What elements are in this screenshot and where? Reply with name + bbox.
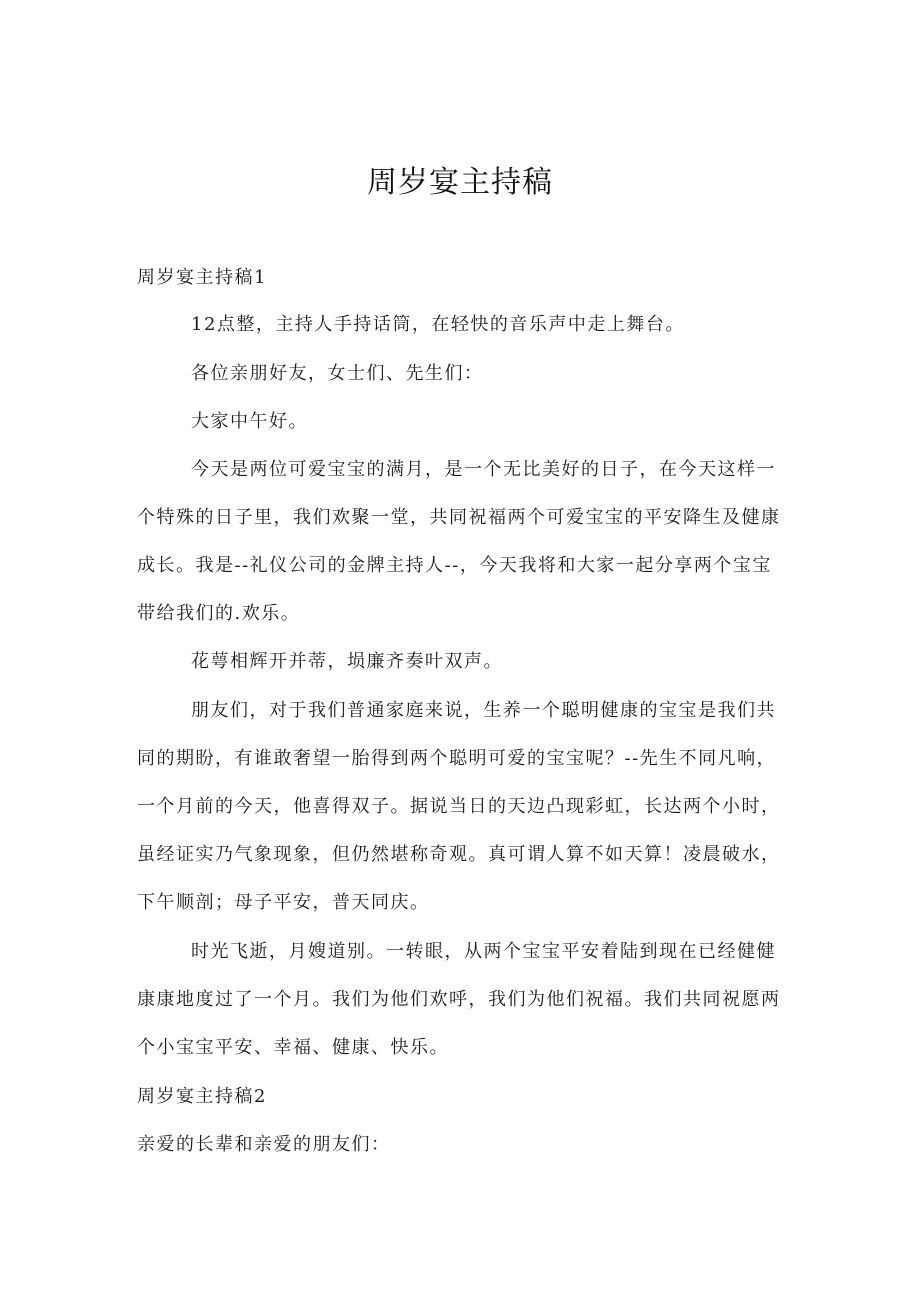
paragraph-6: 朋友们，对于我们普通家庭来说，生养一个聪明健康的宝宝是我们共同的期盼，有谁敢奢望一胎得到两个聪明可爱的宝宝呢？--先生不同凡响，一个月前的今天，他喜得双子。据说当日的天边凸现彩虹，长达两个小时，虽经证实乃气象现象，但仍然堪称奇观。真可谓人算不如天算！凌晨破水，下午顺剖；母子平安，普天同庆。 [137,700,781,913]
paragraph-2: 各位亲朋好友，女士们、先生们： [191,363,484,384]
paragraph-7: 时光飞逝，月嫂道别。一转眼，从两个宝宝平安着陆到现在已经健健康康地度过了一个月。我们为他们欢呼，我们为他们祝福。我们共同祝愿两个小宝宝平安、幸福、健康、快乐。 [137,941,781,1058]
section-heading-1: 周岁宴主持稿1 [137,267,267,288]
section-heading-2: 周岁宴主持稿2 [137,1086,267,1107]
document-title: 周岁宴主持稿 [367,165,553,200]
paragraph-3: 大家中午好。 [191,411,308,432]
paragraph-8: 亲爱的长辈和亲爱的朋友们： [137,1134,391,1155]
paragraph-4: 今天是两位可爱宝宝的满月，是一个无比美好的日子，在今天这样一个特殊的日子里，我们欢聚一堂，共同祝福两个可爱宝宝的平安降生及健康成长。我是--礼仪公司的金牌主持人--，今天我将和大家一起分享两个宝宝带给我们的.欢乐。 [137,459,781,624]
paragraph-1: 12点整，主持人手持话筒，在轻快的音乐声中走上舞台。 [191,314,685,335]
paragraph-5: 花萼相辉开并蒂，埙廉齐奏叶双声。 [191,651,503,672]
